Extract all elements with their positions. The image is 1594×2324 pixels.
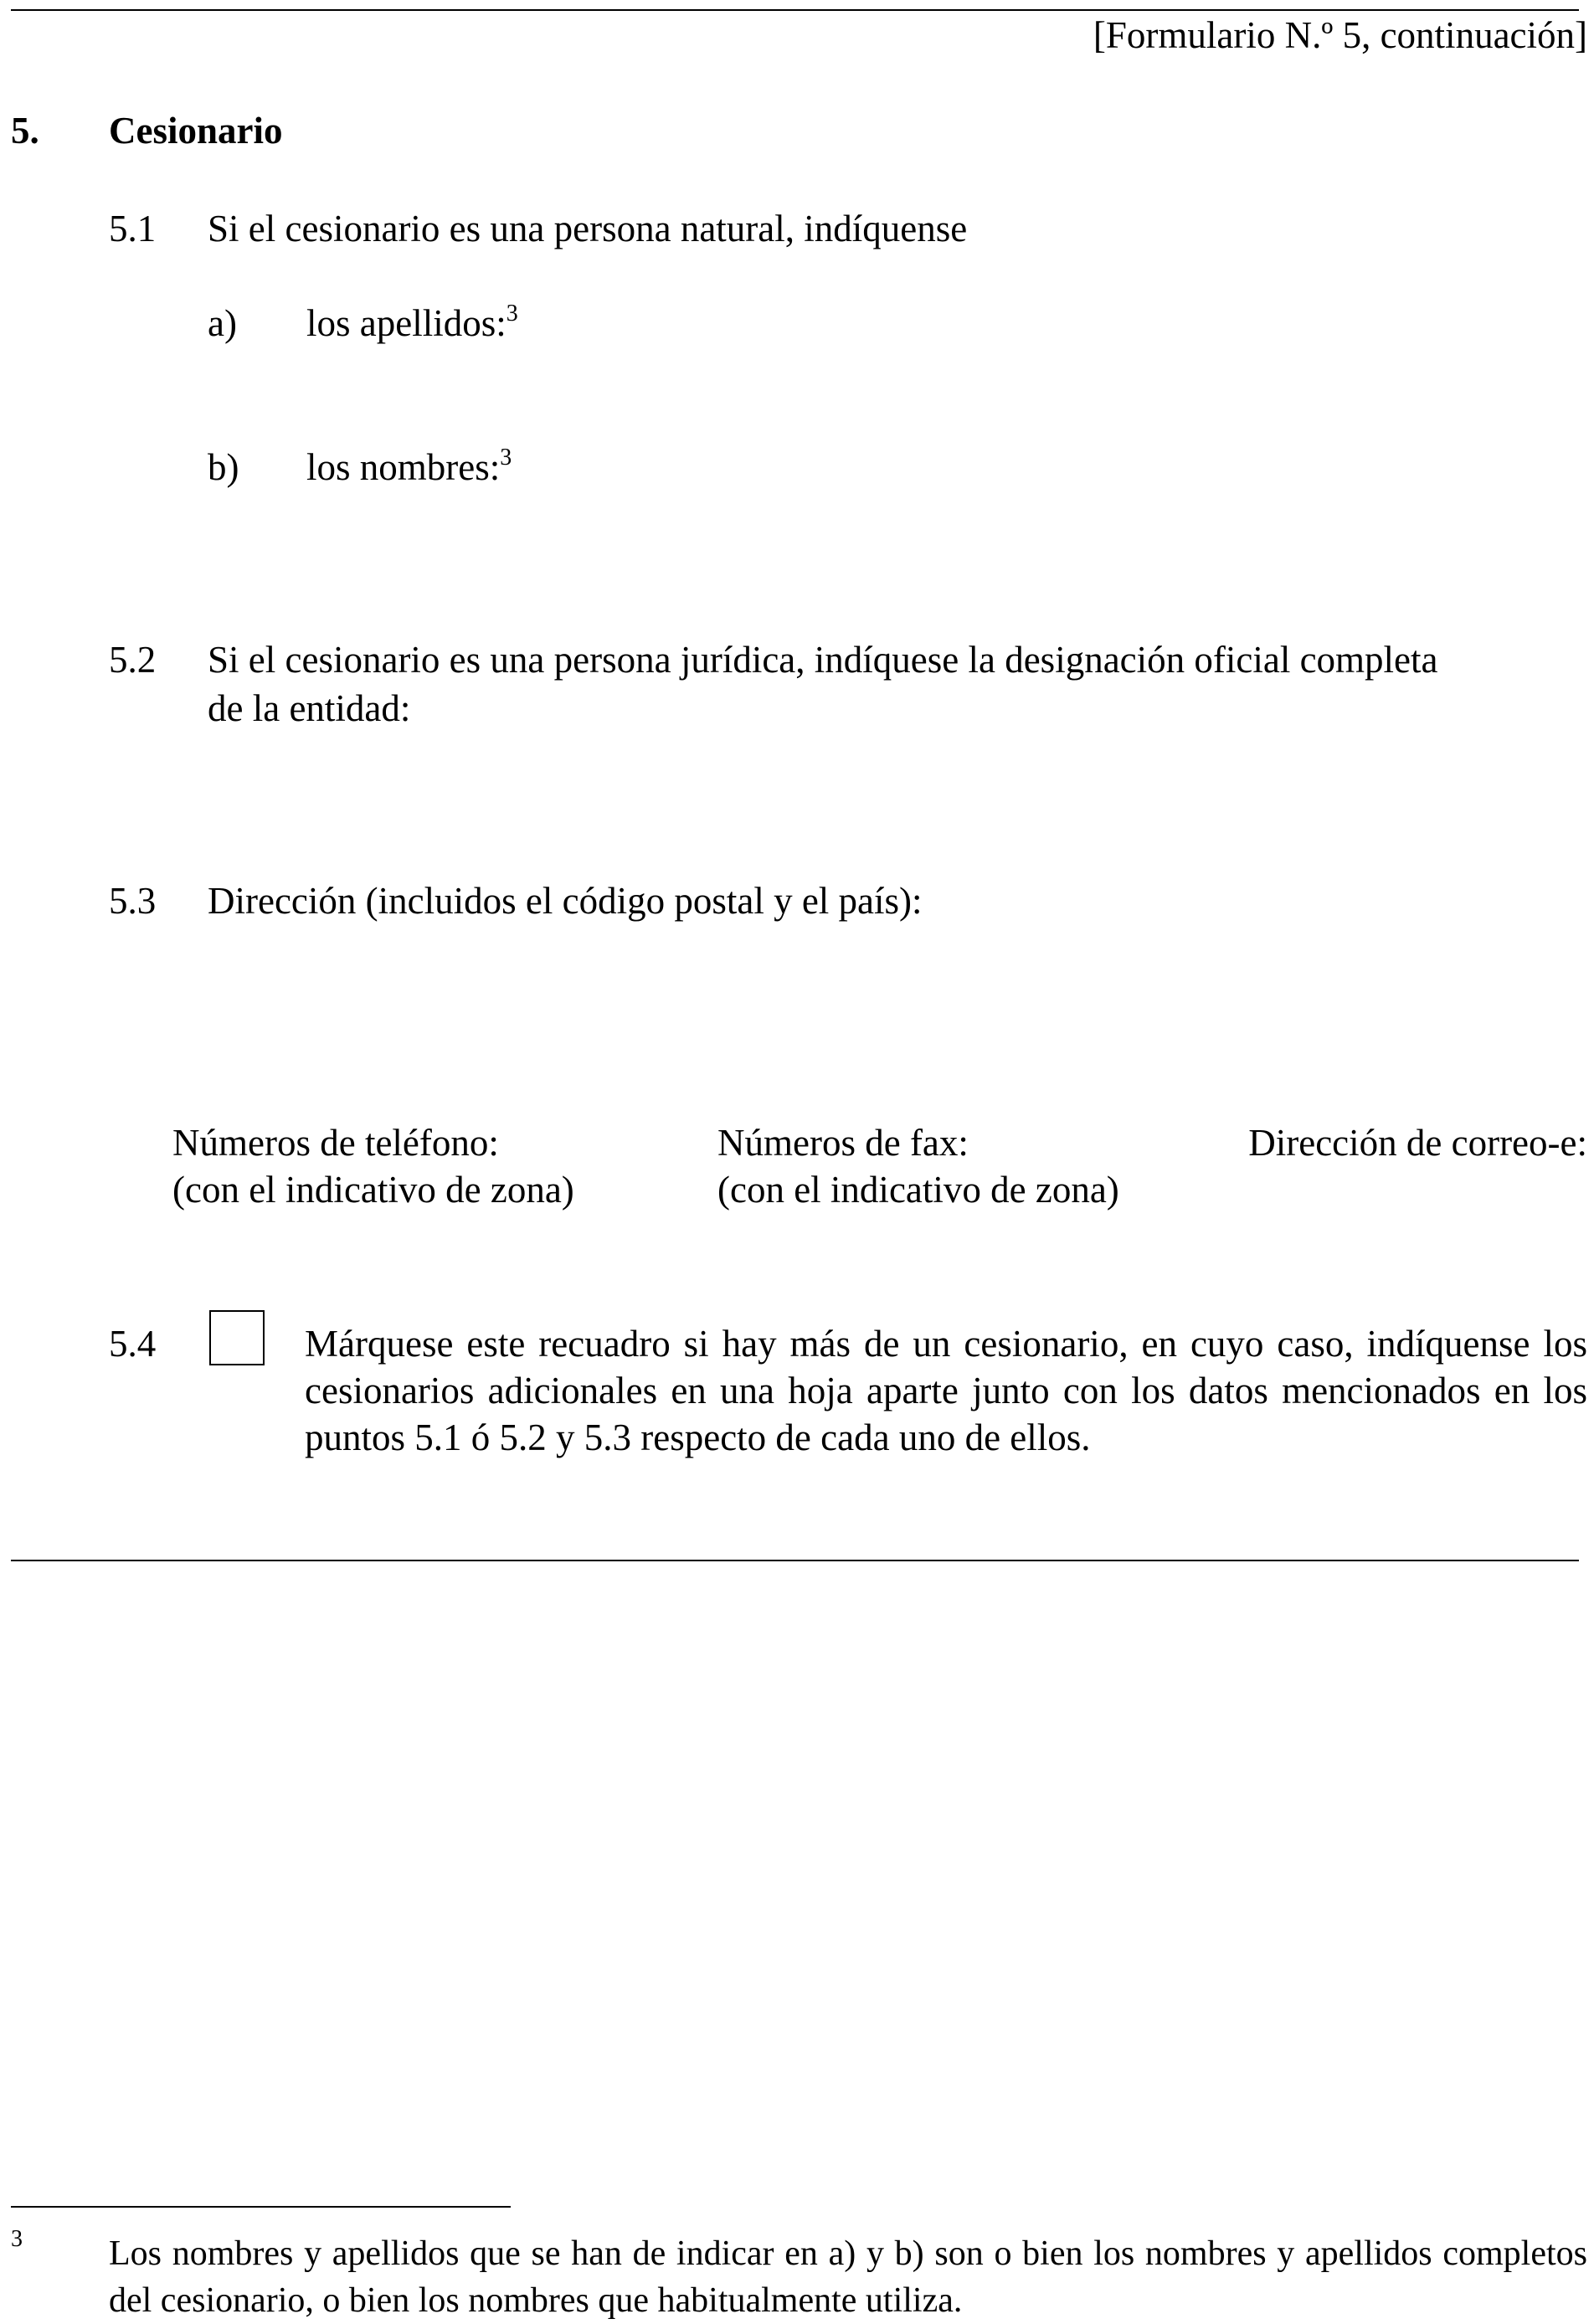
item-5-3-text: Dirección (incluidos el código postal y el país): [208,880,923,922]
fax-label: Números de fax: [717,1122,969,1164]
phone-sublabel: (con el indicativo de zona) [172,1169,574,1211]
section-number: 5. [11,110,39,152]
top-rule [11,9,1579,11]
item-5-2-line1: Si el cesionario es una persona jurídica, indíquese la designación oficial completa [208,639,1438,681]
footnote-separator [11,2206,511,2208]
item-5-1-text: Si el cesionario es una persona natural, indíquense [208,208,968,249]
item-5-1-a-label: a) [208,302,237,344]
item-5-1-b-field [306,444,512,491]
footnote-ref: 3 [506,301,518,326]
footnote-ref: 3 [500,445,512,470]
item-5-4-text: Márquese este recuadro si hay más de un cesionario, en cuyo caso, indíquense los cesionarios adicionales en una hoja aparte junto con los datos mencionados en los puntos 5.1 ó 5.2 y 5.3 respecto de cada uno de ellos. [305,1323,1587,1458]
footnote-mark: 3 [11,2226,23,2252]
item-5-2-line2: de la entidad: [208,687,411,729]
fax-sublabel: (con el indicativo de zona) [717,1169,1119,1211]
first-names-label: los nombres: [306,446,501,488]
section-end-rule [11,1560,1579,1561]
item-5-1-a-field [306,300,518,347]
footnote-text: Los nombres y apellidos que se han de indicar en a) y b) son o bien los nombres y apellidos completos del cesionario, o bien los nombres que habitualmente utiliza. [109,2234,1587,2320]
surname-label: los apellidos: [306,302,506,344]
section-title: Cesionario [109,110,283,152]
item-5-3-number: 5.3 [109,880,157,922]
item-5-1-number: 5.1 [109,208,157,249]
item-5-2-number: 5.2 [109,639,157,681]
email-label: Dirección de correo-e: [1248,1122,1587,1164]
phone-label: Números de teléfono: [172,1122,499,1164]
form-continuation-header: [Formulario N.º 5, continuación] [1093,14,1587,56]
multiple-assignees-checkbox[interactable] [209,1310,265,1365]
item-5-4-number: 5.4 [109,1323,157,1365]
item-5-1-b-label: b) [208,446,239,488]
